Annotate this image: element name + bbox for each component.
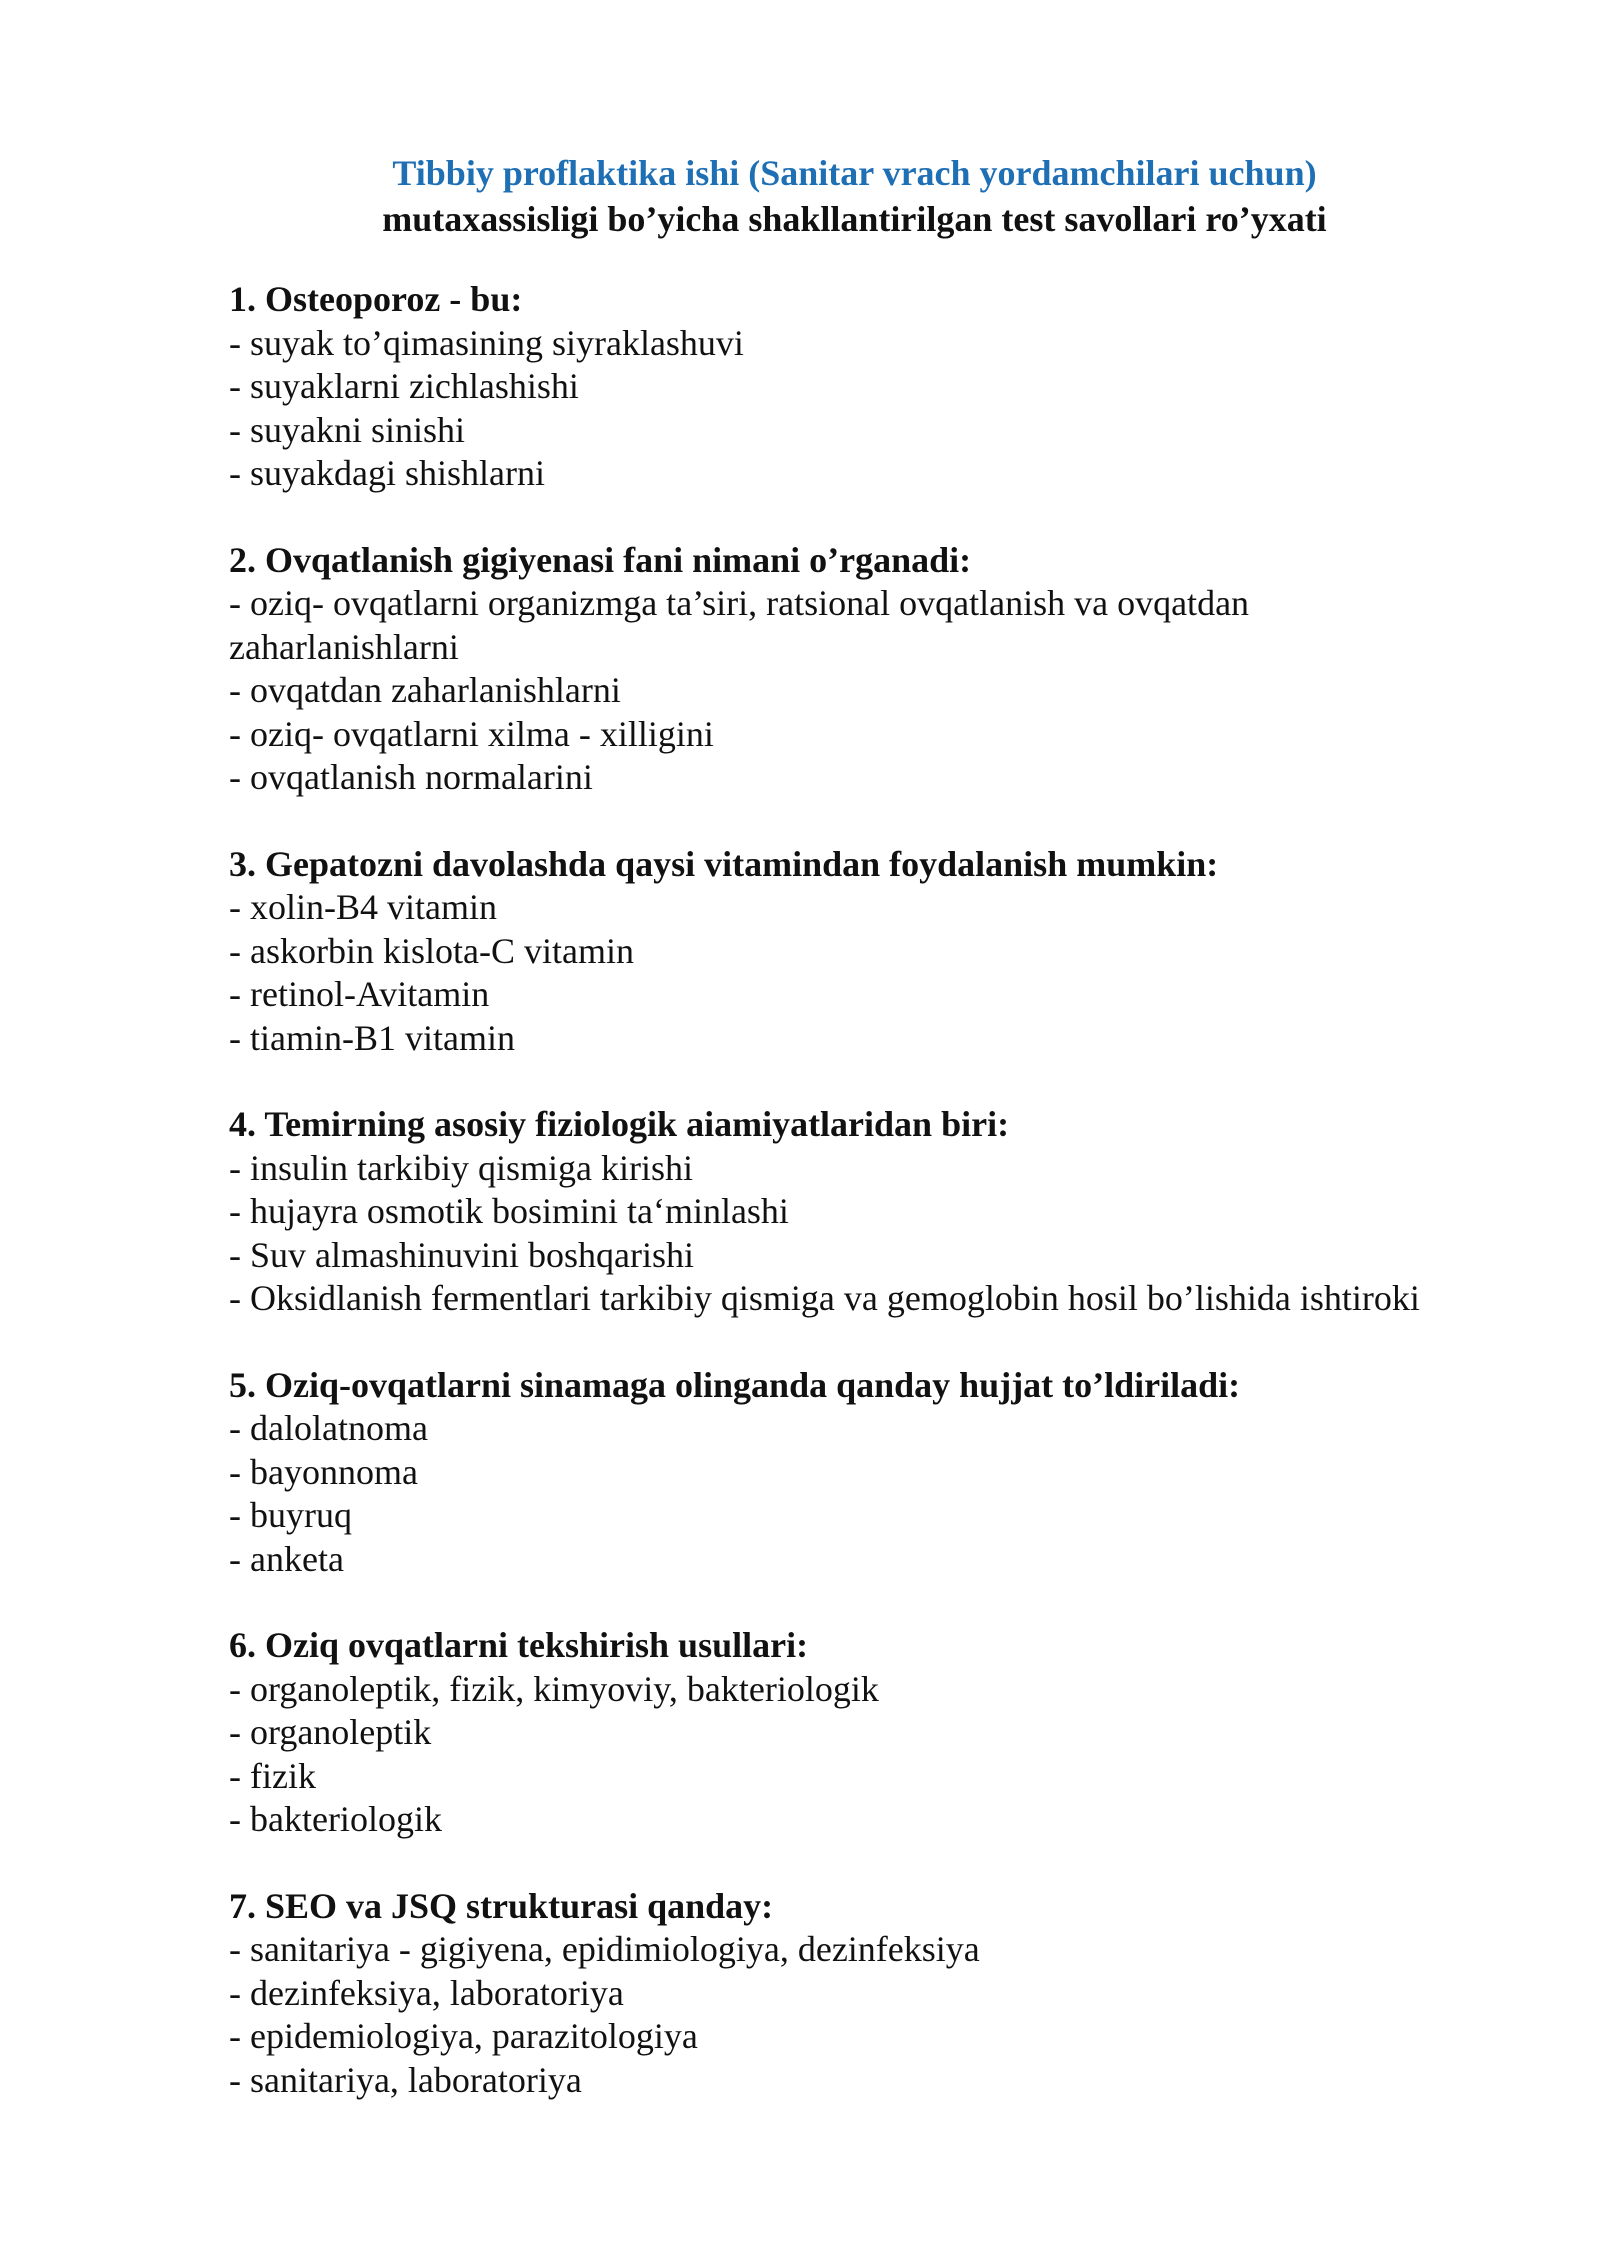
answer-option: - tiamin-B1 vitamin [229, 1017, 515, 1058]
document-title [0, 150, 1600, 242]
title-line-2: mutaxassisligi bo’yicha shakllantirilgan test savollari ro’yxati [382, 199, 1327, 239]
question-7 [229, 1885, 1480, 2103]
question-heading [229, 278, 1480, 322]
answer-option: - sanitariya - gigiyena, epidimiologiya, dezinfeksiya [229, 1929, 980, 1969]
answer-option: - Oksidlanish fermentlari tarkibiy qismiga va gemoglobin hosil bo’lishida ishtiroki [229, 1278, 1420, 1318]
answer-option: - fizik [229, 1755, 316, 1796]
question-number: 7. [229, 1885, 256, 1926]
title-line-1: Tibbiy proflaktika ishi (Sanitar vrach yordamchilari uchun) [392, 153, 1317, 193]
question-text: Ovqatlanish gigiyenasi fani nimani o’rganadi: [265, 539, 972, 580]
question-text: Gepatozni davolashda qaysi vitamindan foydalanish mumkin: [265, 843, 1219, 884]
answer-option: - bakteriologik [229, 1799, 442, 1839]
question-text: SEO va JSQ strukturasi qanday: [265, 1885, 774, 1926]
answer-option: - xolin-B4 vitamin [229, 887, 497, 927]
answer-option: - organoleptik [229, 1712, 432, 1752]
answer-option: - epidemiologiya, parazitologiya [229, 2016, 698, 2056]
question-number: 2. [229, 539, 256, 580]
question-5 [229, 1364, 1480, 1582]
question-text: Oziq-ovqatlarni sinamaga olinganda qanday hujjat to’ldiriladi: [265, 1364, 1241, 1405]
question-heading [229, 1103, 1480, 1147]
answer-option: - hujayra osmotik bosimini ta‘minlashi [229, 1191, 789, 1231]
question-number: 4. [229, 1104, 256, 1144]
answer-option: - buyruq [229, 1495, 352, 1535]
answer-option: - suyak to’qimasining siyraklashuvi [229, 322, 744, 363]
question-heading [229, 1364, 1480, 1408]
answer-option: - ovqatlanish normalarini [229, 757, 593, 797]
answer-option: - insulin tarkibiy qismiga kirishi [229, 1147, 693, 1188]
question-6 [229, 1624, 1480, 1842]
question-number: 3. [229, 843, 256, 884]
question-heading [229, 843, 1480, 887]
answer-option: - suyakdagi shishlarni [229, 453, 545, 493]
question-number: 5. [229, 1364, 256, 1405]
answer-option: - sanitariya, laboratoriya [229, 2059, 582, 2100]
question-number: 1. [229, 279, 256, 319]
question-list [229, 278, 1480, 2102]
answer-option: - oziq- ovqatlarni xilma - xilligini [229, 713, 714, 754]
answer-option: - retinol-Avitamin [229, 974, 490, 1014]
answer-option: - dalolatnoma [229, 1408, 428, 1448]
question-text: Oziq ovqatlarni tekshirish usullari: [265, 1625, 809, 1665]
question-text: Temirning asosiy fiziologik aiamiyatlaridan biri: [264, 1104, 1010, 1144]
question-1 [229, 278, 1480, 496]
answer-option: - suyaklarni zichlashishi [229, 366, 579, 406]
answer-option: - Suv almashinuvini boshqarishi [229, 1234, 694, 1275]
answer-option: - organoleptik, fizik, kimyoviy, bakteriologik [229, 1668, 879, 1709]
answer-option: - suyakni sinishi [229, 409, 466, 450]
question-heading [229, 1885, 1480, 1929]
question-text: Osteoporoz - bu: [265, 279, 523, 319]
answer-option: - anketa [229, 1538, 344, 1579]
answer-option: - askorbin kislota-C vitamin [229, 930, 634, 971]
question-2 [229, 539, 1480, 800]
answer-option: - oziq- ovqatlarni organizmga ta’siri, ratsional ovqatlanish va ovqatdan zaharlanishlarni [229, 583, 1250, 667]
question-3 [229, 843, 1480, 1061]
answer-option: - ovqatdan zaharlanishlarni [229, 670, 621, 710]
answer-option: - bayonnoma [229, 1451, 418, 1492]
question-number: 6. [229, 1625, 256, 1665]
question-4 [229, 1103, 1480, 1321]
answer-option: - dezinfeksiya, laboratoriya [229, 1972, 624, 2013]
question-heading [229, 1624, 1480, 1668]
question-heading [229, 539, 1480, 583]
